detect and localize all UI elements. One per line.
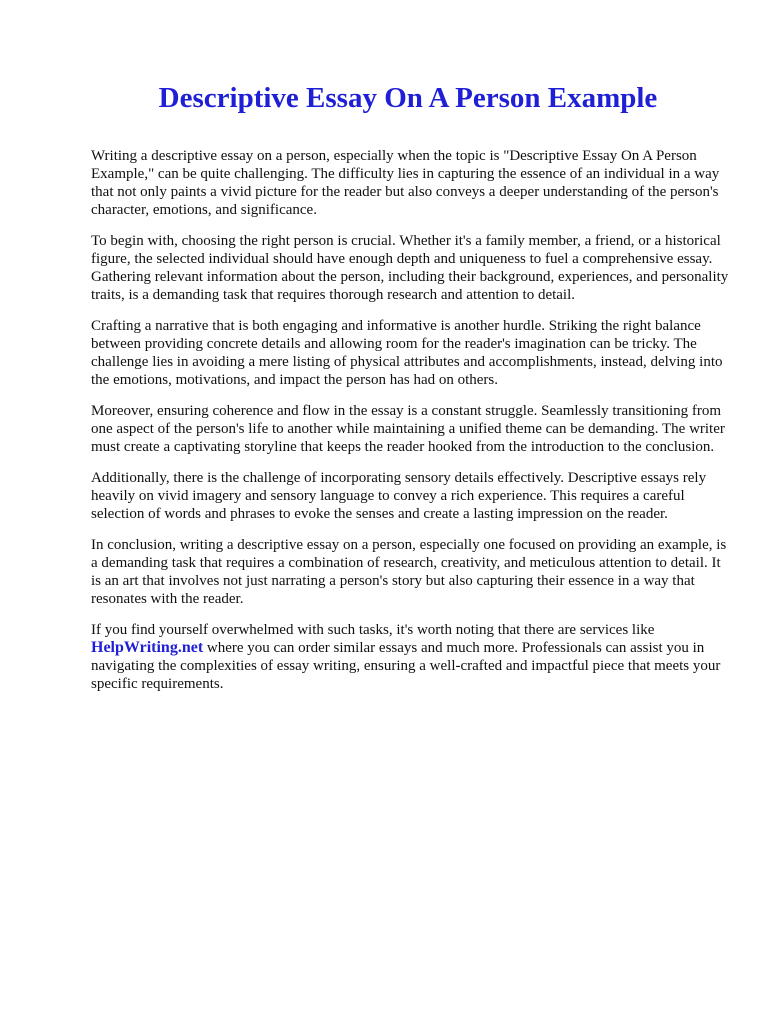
paragraph-5: Additionally, there is the challenge of incorporating sensory details effectively. Descriptive essays rely heavily on vivid imagery and sensory language to convey a rich experience. This requires a careful selection of words and phrases to evoke the senses and create a lasting impression on the reader. — [91, 470, 707, 522]
helpwriting-link[interactable]: HelpWriting.net — [91, 639, 204, 656]
paragraph-3: Crafting a narrative that is both engaging and informative is another hurdle. Striking the right balance between providing concrete details and allowing room for the reader's imagination can be tricky. The challenge lies in avoiding a mere listing of physical attributes and accomplishments, instead, delving into the emotions, motivations, and impact the person has had on others. — [91, 318, 723, 388]
paragraph-7 — [91, 621, 731, 693]
page-title: Descriptive Essay On A Person Example — [158, 82, 658, 114]
paragraph-7-after-link: where you can order similar essays and much more. Professionals can assist you in navigating the complexities of essay writing, ensuring a well-crafted and impactful piece that meets your specific requirements. — [91, 640, 721, 692]
paragraph-2: To begin with, choosing the right person is crucial. Whether it's a family member, a friend, or a historical figure, the selected individual should have enough depth and uniqueness to fuel a comprehensive essay. Gathering relevant information about the person, including their background, experiences, and personality traits, is a demanding task that requires thorough research and attention to detail. — [91, 233, 729, 303]
paragraph-6: In conclusion, writing a descriptive essay on a person, especially one focused on providing an example, is a demanding task that requires a combination of research, creativity, and meticulous attention to detail. It is an art that involves not just narrating a person's story but also capturing their essence in a way that resonates with the reader. — [91, 537, 727, 607]
paragraph-7-before-link: If you find yourself overwhelmed with such tasks, it's worth noting that there are services like — [91, 622, 655, 638]
paragraph-4: Moreover, ensuring coherence and flow in the essay is a constant struggle. Seamlessly transitioning from one aspect of the person's life to another while maintaining a unified theme can be demanding. The writer must create a captivating storyline that keeps the reader hooked from the introduction to the conclusion. — [91, 403, 725, 455]
paragraph-1: Writing a descriptive essay on a person, especially when the topic is "Descriptive Essay On A Person Example," can be quite challenging. The difficulty lies in capturing the essence of an individual in a way that not only paints a vivid picture for the reader but also conveys a deeper understanding of the person's character, emotions, and significance. — [91, 148, 720, 218]
document-body — [91, 147, 731, 706]
